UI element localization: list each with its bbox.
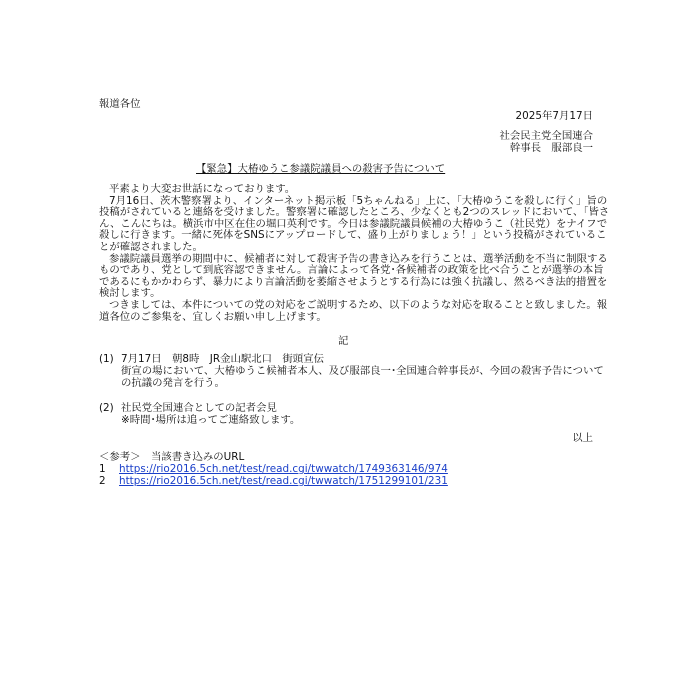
reference-row [99,463,579,475]
reference-row [99,475,579,487]
item-number: (2) [99,402,114,414]
document-title: 【緊急】大椿ゆうこ参議院議員への殺害予告について [196,163,446,175]
signatory-line: 幹事長 服部良一 [509,142,593,154]
item-number: (1) [99,353,114,365]
reference-link[interactable]: https://rio2016.5ch.net/test/read.cgi/twwatch/1751299101/231 [119,475,448,487]
ki-heading: 記 [338,335,349,347]
references-heading: ＜参考＞ 当該書き込みのURL [99,451,245,463]
item-press-conference [99,402,610,426]
item-heading: 7月17日 朝8時 JR金山駅北口 街頭宣伝 [121,353,324,365]
body-paragraph-incident: 7月16日、茨木警察署より、インターネット掲示板「5ちゃんねる」上に、「大椿ゆうこを殺しに行く」旨の投稿がされていると連絡を受けました。警察署に確認したところ、少なくとも2つのスレッドにおいて、「皆さん、こんにちは。横浜市中区在住の堀口英利です。今日は参議院議員候補の大椿ゆうこ（社民党）をナイフで殺しに行きます。一緒に死体をSNSにアップロードして、盛り上がりましょう！」という投稿がされていることが確認されました。 [99,194,610,253]
item-heading: 社民党全国連合としての記者会見 [121,402,277,414]
body-paragraph-greeting: 平素より大変お世話になっております。 [109,183,296,195]
organization-line: 社会民主党全国連合 [499,130,593,142]
item-detail: 街宣の場において、大椿ゆうこ候補者本人、及び服部良一･全国連合幹事長が、今回の殺害予告についての抗議の発言を行う。 [121,365,604,389]
date-line: 2025年7月17日 [515,110,593,122]
references-section [99,451,579,487]
item-street-speech [99,353,610,389]
item-detail: ※時間･場所は追ってご連絡致します。 [121,414,301,426]
recipient-line: 報道各位 [99,98,141,110]
reference-number: 1 [99,463,106,475]
closing-ijou: 以上 [572,432,593,444]
body-paragraph-protest: 参議院議員選挙の期間中に、候補者に対して殺害予告の書き込みを行うことは、選挙活動を不当に制限するものであり、党として到底容認できません。言論によって各党･各候補者の政策を比べ合うことが選挙の本旨であるにもかかわらず、暴力により言論活動を萎縮させようとする行為には強く抗議し、然るべき法的措置を検討します。 [99,252,608,300]
reference-link[interactable]: https://rio2016.5ch.net/test/read.cgi/twwatch/1749363146/974 [119,463,448,475]
body-paragraph-response: つきましては、本件についての党の対応をご説明するため、以下のような対応を取ることと致しました。報道各位のご参集を、宜しくお願い申し上げます。 [99,298,608,323]
reference-number: 2 [99,475,106,487]
body-text [99,184,610,323]
